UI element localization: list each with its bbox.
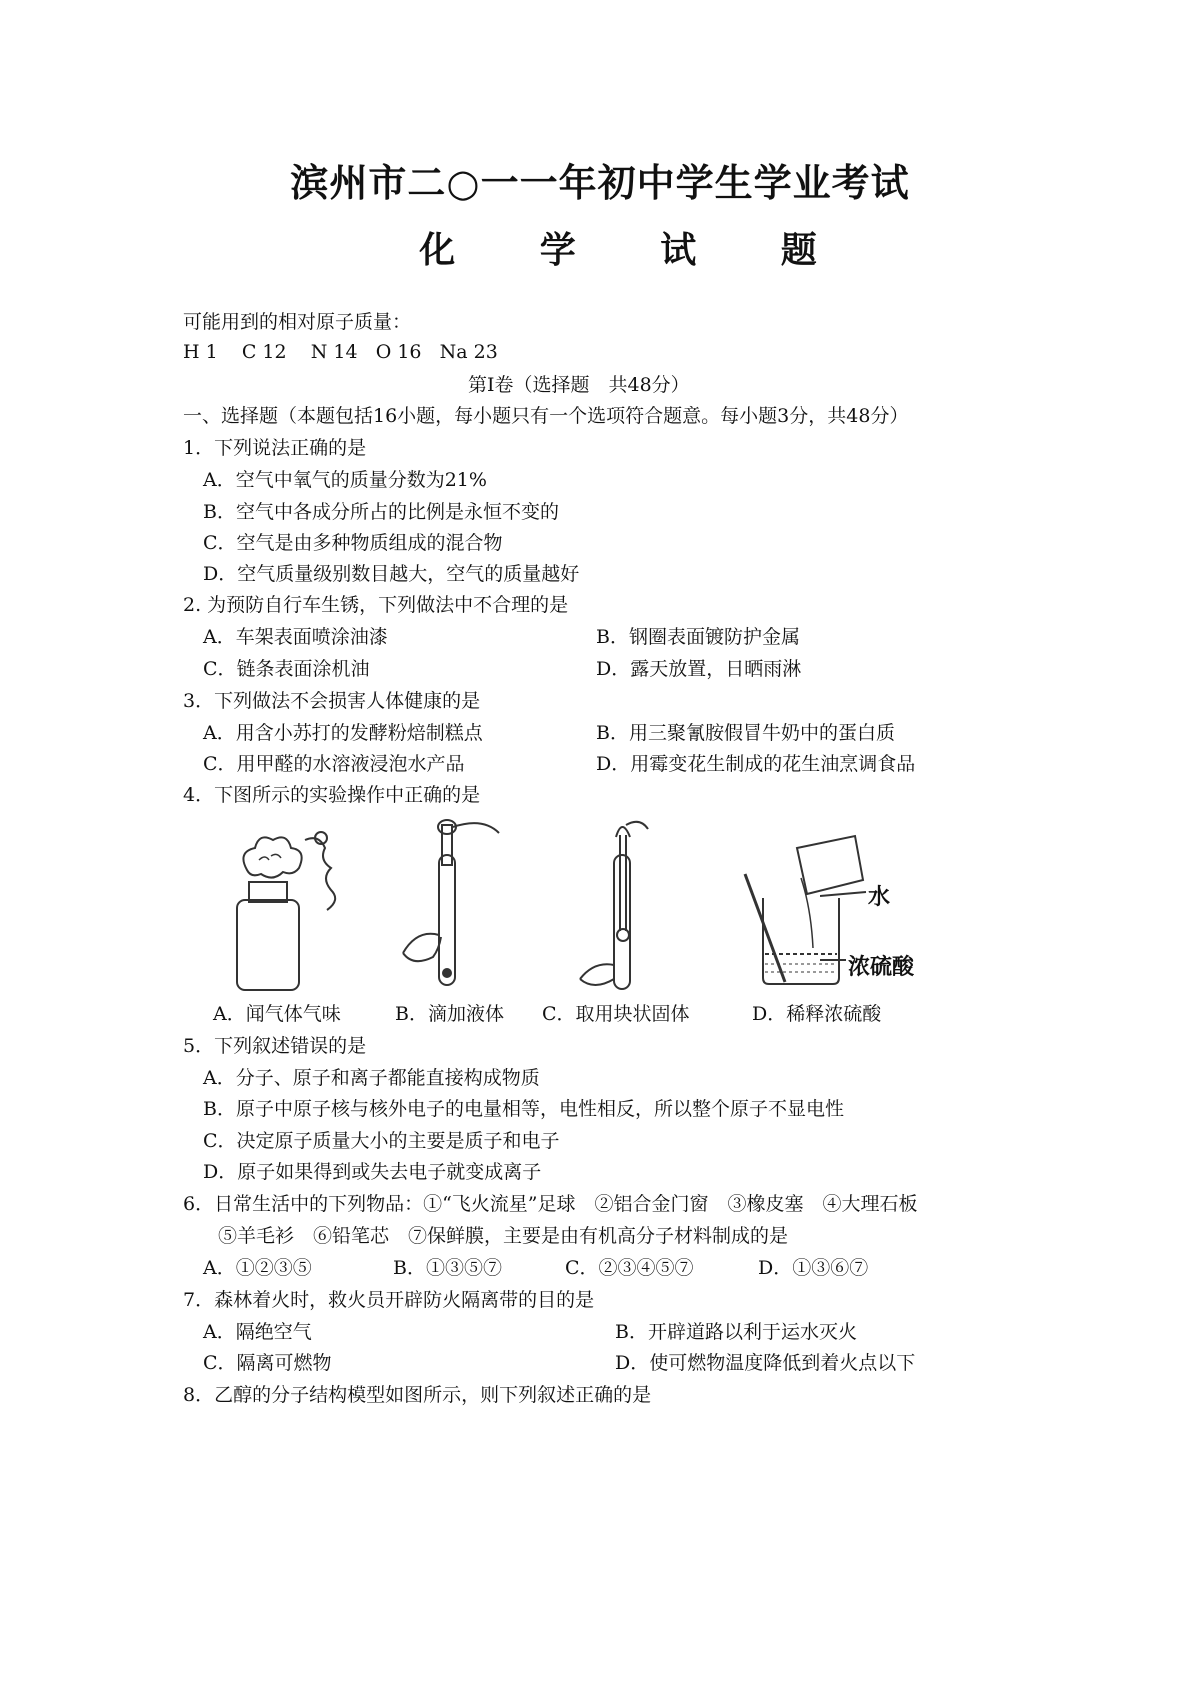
water-label: 水 — [868, 885, 891, 910]
question-4-option-a: A．闻气体气味 — [213, 1003, 341, 1025]
question-6-option-c: C．②③④⑤⑦ — [565, 1257, 694, 1279]
question-7-stem: 7．森林着火时，救火员开辟防火隔离带的目的是 — [183, 1289, 595, 1311]
question-5-option-a: A．分子、原子和离子都能直接构成物质 — [203, 1067, 540, 1089]
question-4-option-d: D．稀释浓硫酸 — [752, 1003, 882, 1025]
gas-bottle-smell-icon — [225, 820, 345, 995]
question-3-option-d: D．用霉变花生制成的花生油烹调食品 — [596, 753, 916, 775]
question-7-option-d: D．使可燃物温度降低到着火点以下 — [615, 1352, 916, 1374]
question-6-option-d: D．①③⑥⑦ — [758, 1257, 869, 1279]
acid-label: 浓硫酸 — [848, 955, 915, 980]
question-5-stem: 5．下列叙述错误的是 — [183, 1035, 367, 1057]
question-6-stem: 6．日常生活中的下列物品：①“飞火流星”足球 ②铝合金门窗 ③橡皮塞 ④大理石板 — [183, 1193, 918, 1215]
question-4-option-b: B．滴加液体 — [395, 1003, 504, 1025]
atomic-mass-values: H 1 C 12 N 14 O 16 Na 23 — [183, 341, 498, 363]
question-6-option-a: A．①②③⑤ — [203, 1257, 312, 1279]
dropper-test-tube-icon — [395, 815, 505, 995]
question-7-option-a: A．隔绝空气 — [203, 1321, 312, 1343]
question-3-option-b: B．用三聚氰胺假冒牛奶中的蛋白质 — [596, 722, 895, 744]
exam-title: 滨州市二○一一年初中学生学业考试 — [290, 161, 910, 205]
question-7-option-c: C．隔离可燃物 — [203, 1352, 332, 1374]
question-3-stem: 3．下列做法不会损害人体健康的是 — [183, 690, 481, 712]
question-2-option-d: D．露天放置，日晒雨淋 — [596, 658, 802, 680]
question-2-stem: 2. 为预防自行车生锈，下列做法中不合理的是 — [183, 594, 569, 616]
question-2-option-a: A．车架表面喷涂油漆 — [203, 626, 388, 648]
question-5-option-d: D．原子如果得到或失去电子就变成离子 — [203, 1161, 542, 1183]
question-1-option-c: C．空气是由多种物质组成的混合物 — [203, 532, 503, 554]
label-leader-lines — [820, 888, 870, 968]
question-4-option-c: C．取用块状固体 — [542, 1003, 690, 1025]
tweezers-test-tube-icon — [560, 815, 670, 995]
question-5-option-b: B．原子中原子核与核外电子的电量相等，电性相反，所以整个原子不显电性 — [203, 1098, 844, 1120]
question-1-option-a: A．空气中氧气的质量分数为21% — [203, 469, 487, 491]
question-3-option-a: A．用含小苏打的发酵粉焙制糕点 — [203, 722, 483, 744]
question-5-option-c: C．决定原子质量大小的主要是质子和电子 — [203, 1130, 560, 1152]
exam-subtitle: 化 学 试 题 — [419, 230, 853, 271]
question-7-option-b: B．开辟道路以利于运水灭火 — [615, 1321, 857, 1343]
question-4-stem: 4．下图所示的实验操作中正确的是 — [183, 784, 481, 806]
question-6-option-b: B．①③⑤⑦ — [393, 1257, 502, 1279]
section-instruction: 一、选择题（本题包括16小题，每小题只有一个选项符合题意。每小题3分，共48分） — [183, 405, 909, 427]
question-6-stem-continued: ⑤羊毛衫 ⑥铅笔芯 ⑦保鲜膜，主要是由有机高分子材料制成的是 — [218, 1225, 789, 1247]
question-3-option-c: C．用甲醛的水溶液浸泡水产品 — [203, 753, 465, 775]
question-8-stem: 8．乙醇的分子结构模型如图所示，则下列叙述正确的是 — [183, 1384, 652, 1406]
question-1-stem: 1．下列说法正确的是 — [183, 437, 367, 459]
question-2-option-b: B．钢圈表面镀防护金属 — [596, 626, 800, 648]
question-1-option-d: D．空气质量级别数目越大，空气的质量越好 — [203, 563, 580, 585]
question-2-option-c: C．链条表面涂机油 — [203, 658, 370, 680]
atomic-mass-heading: 可能用到的相对原子质量： — [183, 311, 412, 333]
section-title: 第Ⅰ卷（选择题 共48分） — [468, 374, 690, 396]
question-1-option-b: B．空气中各成分所占的比例是永恒不变的 — [203, 501, 559, 523]
